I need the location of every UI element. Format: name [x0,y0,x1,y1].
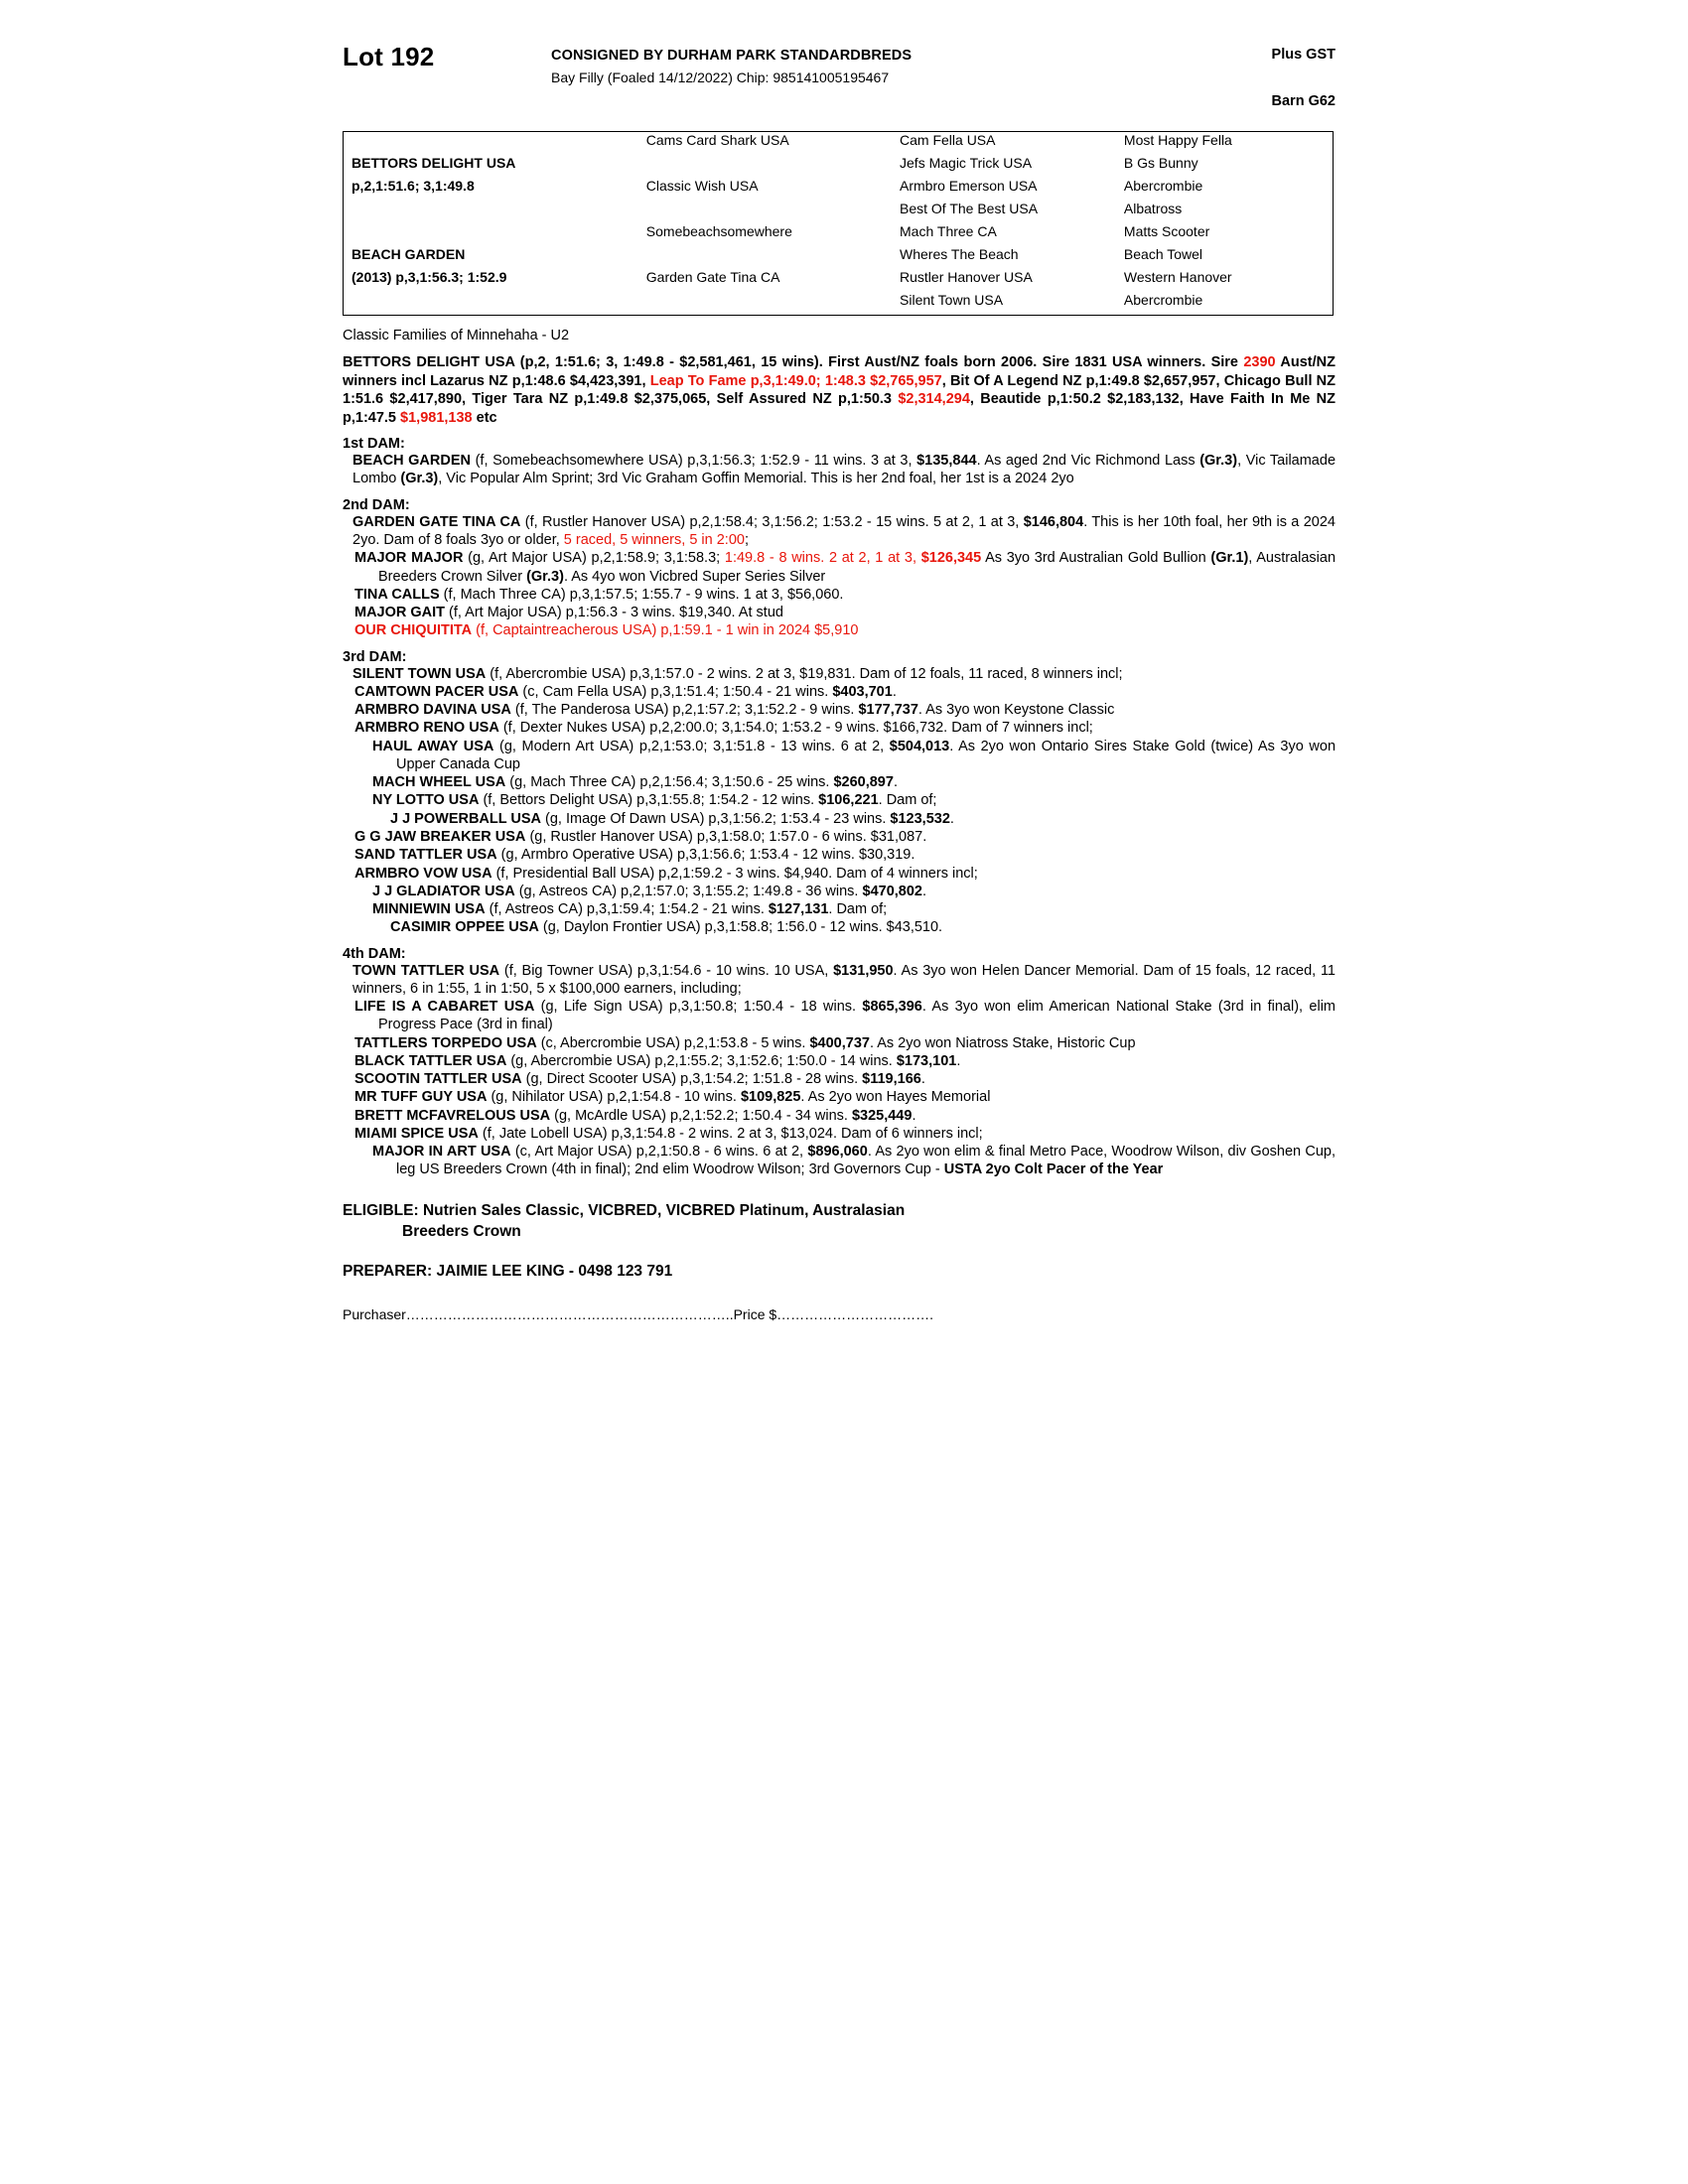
pedigree-cell-gen4: Western Hanover [1123,269,1232,285]
pedigree-entry [343,998,1336,1034]
pedigree-cell-sire: p,2,1:51.6; 3,1:49.8 [352,178,475,194]
pedigree-cell-dam [344,292,638,315]
entry-name-or-figure: $119,166 [862,1071,921,1088]
table-row [344,223,1333,246]
entry-name-or-figure: $135,844 [916,453,977,470]
pedigree-table-body [344,132,1333,315]
entry-name-or-figure: LIFE IS A CABARET USA [354,999,535,1016]
purchaser-line: Purchaser……………………………………………………………..Price $……………………………. [343,1305,934,1322]
pedigree-entry [343,1107,1336,1125]
preparer-line: PREPARER: JAIMIE LEE KING - 0498 123 791 [343,1262,673,1280]
entry-text: . As 2yo won Ontario Sires Stake Gold (twice) As 3yo won Upper Canada Cup [396,738,1336,772]
entry-text: . As 3yo won Keystone Classic [917,702,1115,719]
dam-heading: 1st DAM: [343,436,405,453]
pedigree-cell-gen3: Jefs Magic Trick USA [900,155,1033,171]
entry-name-or-figure: (Gr.3) [1199,453,1238,470]
pedigree-entry [343,701,1336,719]
pedigree-entry [343,1034,1336,1052]
entry-name-or-figure: NY LOTTO USA [372,792,480,809]
entry-text: (f, Somebeachsomewhere USA) p,3,1:56.3; 1:52.9 - 11 wins. 3 at 3, [471,453,917,470]
entry-name-or-figure: $109,825 [740,1089,801,1106]
entry-text: 5 raced, 5 winners, 5 in 2:00 [563,531,745,548]
entry-text: (g, Mach Three CA) p,2,1:56.4; 3,1:50.6 - 25 wins. [505,774,834,791]
dam-sections [343,436,1336,1179]
pedigree-cell-gen4: Most Happy Fella [1123,132,1232,148]
entry-text: . [921,883,927,899]
pedigree-entry [343,719,1336,737]
page-content [343,42,1336,1322]
sire-paragraph [343,353,1336,427]
entry-text: . As 2yo won Niatross Stake, Historic Cup [869,1034,1136,1051]
entry-name-or-figure: $131,950 [833,962,894,979]
entry-text: (f, Big Towner USA) p,3,1:54.6 - 10 wins. 10 USA, [499,962,834,979]
entry-name-or-figure: MAJOR IN ART USA [372,1144,511,1160]
pedigree-box [343,131,1334,316]
pedigree-cell-gen2 [638,246,892,269]
pedigree-cell-dam: (2013) p,3,1:56.3; 1:52.9 [352,269,507,285]
pedigree-entry [343,900,1336,918]
eligible-line-2: Breeders Crown [402,1222,521,1240]
pedigree-table [344,132,1333,315]
sire-text-part3: , Bit Of A Legend NZ p,1:49.8 $2,657,957, Chicago Bull NZ 1:51.6 $2,417,890, Tiger Tara NZ p,1:49.8 $2,375,065, Self Assured NZ p,1:50.3 [343,372,1336,408]
entry-text: (f, Presidential Ball USA) p,2,1:59.2 - 3 wins. $4,940. Dam of 4 winners incl; [492,865,978,882]
entry-text: . As 3yo won elim American National Stake (3rd in final), elim Progress Pace (3rd in final) [378,999,1336,1033]
entry-name-or-figure: MIAMI SPICE USA [354,1125,479,1142]
entry-name-or-figure: $260,897 [833,774,894,791]
pedigree-entry [343,513,1336,550]
pedigree-entry [343,1143,1336,1179]
entry-name-or-figure: SILENT TOWN USA [352,665,487,682]
pedigree-cell-dam [344,223,638,246]
pedigree-cell-gen3: Mach Three CA [900,223,997,239]
barn-label: Barn G62 [1271,93,1336,109]
entry-name-or-figure: $325,449 [851,1107,913,1124]
pedigree-cell-gen2 [638,292,892,315]
pedigree-entry [343,621,1336,639]
pedigree-cell-gen2: Garden Gate Tina CA [645,269,780,285]
entry-name-or-figure: (Gr.1) [1210,550,1249,567]
entry-text: . [949,810,954,827]
consignor-name: CONSIGNED BY DURHAM PARK STANDARDBREDS [551,48,913,64]
entry-text: . [893,774,898,791]
entry-text: (g, Abercrombie USA) p,2,1:55.2; 3,1:52.6; 1:50.0 - 14 wins. [506,1052,897,1069]
entry-name-or-figure: MINNIEWIN USA [372,901,486,918]
entry-name-or-figure: (Gr.3) [400,471,439,487]
entry-name-or-figure: $403,701 [832,683,893,700]
entry-name-or-figure: $896,060 [807,1144,868,1160]
entry-text: , Vic Popular Alm Sprint; 3rd Vic Graham Goffin Memorial. This is her 2nd foal, her 1st is a 2024 2yo [438,471,1074,487]
pedigree-entry [343,452,1336,488]
entry-name-or-figure: BEACH GARDEN [352,453,471,470]
pedigree-cell-gen2 [638,201,892,223]
entry-text: (g, Image Of Dawn USA) p,3,1:56.2; 1:53.4 - 23 wins. [541,810,891,827]
entry-text: (f, Captaintreacherous USA) p,1:59.1 - 1 win in 2024 $5,910 [472,622,859,639]
entry-name-or-figure: MAJOR MAJOR [354,550,464,567]
sire-highlight-have-faith-earnings: $1,981,138 [400,409,473,426]
pedigree-cell-gen2: Classic Wish USA [645,178,759,194]
pedigree-cell-gen4: Abercrombie [1123,292,1203,308]
entry-name-or-figure: SCOOTIN TATTLER USA [354,1071,522,1088]
pedigree-cell-gen4: Beach Towel [1123,246,1203,262]
entry-text: . [956,1052,961,1069]
entry-text: (f, Jate Lobell USA) p,3,1:54.8 - 2 wins. 2 at 3, $13,024. Dam of 6 winners incl; [478,1125,983,1142]
entry-text: . Dam of; [878,792,937,809]
pedigree-entry [343,549,1336,586]
entry-name-or-figure: $146,804 [1023,513,1084,530]
pedigree-entry [343,1070,1336,1088]
entry-text: . As 4yo won Vicbred Super Series Silver [563,568,826,585]
entry-name-or-figure: TINA CALLS [354,586,440,603]
entry-name-or-figure: $470,802 [862,883,922,899]
sire-highlight-self-assured-earnings: $2,314,294 [898,391,970,408]
entry-text: (f, Dexter Nukes USA) p,2,2:00.0; 3,1:54.0; 1:53.2 - 9 wins. $166,732. Dam of 7 winners incl; [498,720,1093,737]
entry-text: (f, Rustler Hanover USA) p,2,1:58.4; 3,1:56.2; 1:53.2 - 15 wins. 5 at 2, 1 at 3, [520,513,1024,530]
entry-name-or-figure: CASIMIR OPPEE USA [390,919,539,936]
entry-text: . [892,683,897,700]
pedigree-cell-gen2: Somebeachsomewhere [645,223,792,239]
pedigree-cell-sire [344,132,638,155]
entry-text: ; [744,531,749,548]
pedigree-entry [343,918,1336,936]
pedigree-entry [343,883,1336,900]
entry-name-or-figure: $177,737 [858,702,918,719]
entry-name-or-figure: BRETT MCFAVRELOUS USA [354,1107,551,1124]
entry-name-or-figure: HAUL AWAY USA [372,738,494,754]
pedigree-cell-gen3: Best Of The Best USA [900,201,1039,216]
entry-text: . As 2yo won elim & final Metro Pace, Woodrow Wilson, div Goshen Cup, leg US Breeders Crown (4th in final); 2nd elim Woodrow Wilson; 3rd Governors Cup - [396,1144,1336,1178]
pedigree-entry [343,604,1336,621]
pedigree-cell-gen4: Matts Scooter [1123,223,1210,239]
horse-description: Bay Filly (Foaled 14/12/2022) Chip: 985141005195467 [551,69,890,85]
table-row [344,178,1333,201]
entry-text: As 3yo 3rd Australian Gold Bullion [981,550,1211,567]
entry-name-or-figure: $127,131 [768,901,829,918]
entry-text: (f, The Panderosa USA) p,2,1:57.2; 3,1:52.2 - 9 wins. [510,702,859,719]
family-line: Classic Families of Minnehaha - U2 [343,328,570,343]
pedigree-entry [343,846,1336,864]
pedigree-cell-dam: BEACH GARDEN [352,246,466,262]
entry-text: (g, Direct Scooter USA) p,3,1:54.2; 1:51.8 - 28 wins. [521,1071,863,1088]
entry-name-or-figure: $865,396 [862,999,922,1016]
entry-text: (c, Cam Fella USA) p,3,1:51.4; 1:50.4 - 21 wins. [518,683,833,700]
pedigree-entry [343,1052,1336,1070]
pedigree-cell-gen3: Wheres The Beach [900,246,1019,262]
entry-text: . This is her 10th foal, her 9th is a 2024 2yo. Dam of 8 foals 3yo or older, [352,513,1336,548]
sire-text-part5: etc [472,409,497,426]
table-row [344,201,1333,223]
dam-heading: 4th DAM: [343,945,406,962]
entry-name-or-figure: MACH WHEEL USA [372,774,506,791]
dam-heading: 2nd DAM: [343,496,410,513]
entry-name-or-figure: MR TUFF GUY USA [354,1089,488,1106]
pedigree-entry [343,683,1336,701]
entry-name-or-figure: ARMBRO RENO USA [354,720,499,737]
pedigree-cell-gen3: Cam Fella USA [900,132,996,148]
entry-name-or-figure: $504,013 [889,738,950,754]
entry-text: . [920,1071,925,1088]
pedigree-entry [343,865,1336,883]
pedigree-cell-gen3: Rustler Hanover USA [900,269,1033,285]
table-row [344,292,1333,315]
pedigree-cell-gen3: Armbro Emerson USA [900,178,1038,194]
entry-text: . [912,1107,916,1124]
eligible-line-1: ELIGIBLE: Nutrien Sales Classic, VICBRED, VICBRED Platinum, Australasian [343,1201,906,1219]
table-row [344,269,1333,292]
sire-text-part4: , Beautide p,1:50.2 $2,183,132, Have Faith In Me NZ p,1:47.5 [343,391,1336,426]
entry-name-or-figure: J J GLADIATOR USA [372,883,515,899]
entry-name-or-figure: $173,101 [896,1052,957,1069]
pedigree-entry [343,1125,1336,1143]
entry-name-or-figure: ARMBRO VOW USA [354,865,492,882]
entry-text: (g, Astreos CA) p,2,1:57.0; 3,1:55.2; 1:49.8 - 36 wins. [514,883,863,899]
entry-name-or-figure: ARMBRO DAVINA USA [354,702,511,719]
entry-text: 1:49.8 - 8 wins. 2 at 2, 1 at 3, [724,550,921,567]
entry-text: . Dam of; [828,901,888,918]
entry-name-or-figure: TATTLERS TORPEDO USA [354,1034,537,1051]
pedigree-cell-gen4: B Gs Bunny [1123,155,1198,171]
dam-heading: 3rd DAM: [343,648,407,665]
entry-text: (g, Rustler Hanover USA) p,3,1:58.0; 1:57.0 - 6 wins. $31,087. [525,828,927,845]
pedigree-entry [343,586,1336,604]
table-row [344,155,1333,178]
pedigree-entry [343,828,1336,846]
sire-text-part1: BETTORS DELIGHT USA (p,2, 1:51.6; 3, 1:49.8 - $2,581,461, 15 wins). First Aust/NZ foals born 2006. Sire 1831 USA winners. Sire [343,354,1244,370]
entry-name-or-figure: $123,532 [890,810,950,827]
entry-text: . As 3yo won Helen Dancer Memorial. Dam of 15 foals, 12 raced, 11 winners, 6 in 1:55, 1 in 1:50, 5 x $100,000 earners, including; [352,962,1336,997]
pedigree-entry [343,810,1336,828]
entry-text: (f, Astreos CA) p,3,1:59.4; 1:54.2 - 21 wins. [485,901,769,918]
pedigree-cell-sire [344,201,638,223]
pedigree-entry [343,962,1336,999]
entry-text: . As 2yo won Hayes Memorial [800,1089,991,1106]
pedigree-entry [343,1088,1336,1106]
table-row [344,246,1333,269]
entry-text: (c, Abercrombie USA) p,2,1:53.8 - 5 wins. [536,1034,810,1051]
entry-text: (g, Life Sign USA) p,3,1:50.8; 1:50.4 - 18 wins. [534,999,863,1016]
entry-text: (f, Abercrombie USA) p,3,1:57.0 - 2 wins. 2 at 3, $19,831. Dam of 12 foals, 11 raced, 8 winners incl; [486,665,1123,682]
entry-text: , Vic Tailamade Lombo [352,453,1336,487]
entry-text: (g, Armbro Operative USA) p,3,1:56.6; 1:53.4 - 12 wins. $30,319. [496,847,915,864]
entry-name-or-figure: $106,221 [818,792,879,809]
entry-text: (f, Mach Three CA) p,3,1:57.5; 1:55.7 - 9 wins. 1 at 3, $56,060. [439,586,844,603]
pedigree-entry [343,738,1336,774]
entry-text: , Australasian Breeders Crown Silver [378,550,1336,585]
entry-name-or-figure: OUR CHIQUITITA [354,622,473,639]
entry-name-or-figure: J J POWERBALL USA [390,810,542,827]
pedigree-cell-gen2: Cams Card Shark USA [645,132,789,148]
entry-name-or-figure: CAMTOWN PACER USA [354,683,519,700]
sire-text-part2: Aust/NZ winners incl Lazarus NZ p,1:48.6 $4,423,391, [343,354,1336,389]
page-header [343,42,1336,127]
entry-name-or-figure: GARDEN GATE TINA CA [352,513,521,530]
eligible-block [343,1201,1336,1243]
entry-text: (g, Modern Art USA) p,2,1:53.0; 3,1:51.8 - 13 wins. 6 at 2, [493,738,890,754]
entry-name-or-figure: SAND TATTLER USA [354,847,497,864]
entry-text: . As aged 2nd Vic Richmond Lass [976,453,1200,470]
entry-name-or-figure: $400,737 [809,1034,870,1051]
entry-text: (g, Daylon Frontier USA) p,3,1:58.8; 1:56.0 - 12 wins. $43,510. [538,919,943,936]
entry-text: (g, McArdle USA) p,2,1:52.2; 1:50.4 - 34 wins. [550,1107,852,1124]
pedigree-cell-sire: BETTORS DELIGHT USA [352,155,516,171]
entry-name-or-figure: MAJOR GAIT [354,605,446,621]
entry-text: (g, Nihilator USA) p,2,1:54.8 - 10 wins. [487,1089,741,1106]
entry-name-or-figure: TOWN TATTLER USA [352,962,500,979]
sire-winners-count: 2390 [1243,354,1276,370]
pedigree-cell-gen4: Albatross [1123,201,1183,216]
pedigree-cell-gen3: Silent Town USA [900,292,1004,308]
table-row [344,132,1333,155]
pedigree-cell-gen4: Abercrombie [1123,178,1203,194]
entry-text: (f, Art Major USA) p,1:56.3 - 3 wins. $19,340. At stud [445,605,783,621]
pedigree-entry [343,773,1336,791]
entry-text: (c, Art Major USA) p,2,1:50.8 - 6 wins. 6 at 2, [510,1144,808,1160]
entry-name-or-figure: USTA 2yo Colt Pacer of the Year [943,1161,1164,1178]
entry-name-or-figure: BLACK TATTLER USA [354,1052,507,1069]
entry-name-or-figure: (Gr.3) [526,568,564,585]
pedigree-cell-gen2 [638,155,892,178]
pedigree-entry [343,665,1336,683]
plus-gst-label: Plus GST [1271,47,1336,63]
lot-number: Lot 192 [343,42,435,71]
entry-text: (f, Bettors Delight USA) p,3,1:55.8; 1:54.2 - 12 wins. [479,792,819,809]
entry-name-or-figure: $126,345 [920,550,982,567]
sire-highlight-leap-to-fame: Leap To Fame p,3,1:49.0; 1:48.3 $2,765,957 [649,372,942,389]
entry-name-or-figure: G G JAW BREAKER USA [354,828,526,845]
entry-text: (g, Art Major USA) p,2,1:58.9; 3,1:58.3; [463,550,725,567]
pedigree-entry [343,791,1336,809]
